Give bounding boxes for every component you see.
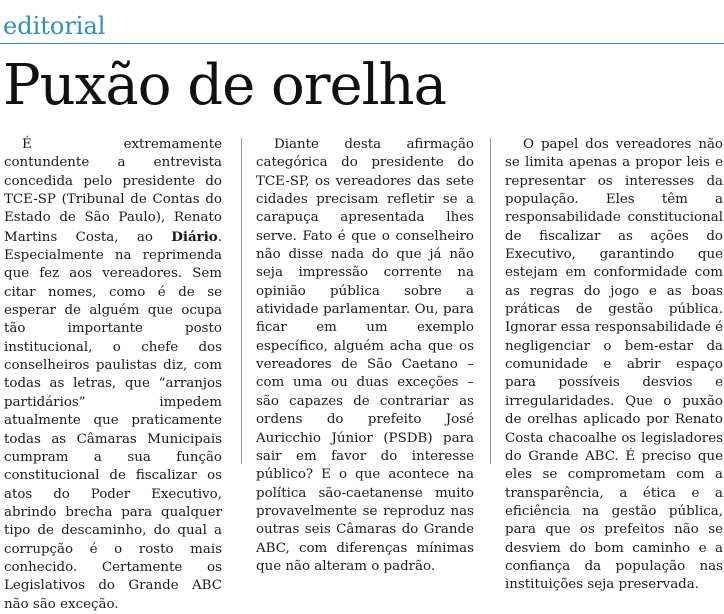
section-divider — [0, 43, 724, 44]
column-3-text: O papel dos vereadores não se limita apenas a propor leis e representar os interesses da população. Eles têm a responsabilidade constitucional de fiscalizar as ações do Executivo, garantindo que estejam em conformidade com as regras do jogo e as boas práticas de gestão pública. Ignorar essa responsabilidade é negligenciar o bem-estar da comunidade e abrir espaço para possíveis desvios e irregularidades. Que o puxão de orelhas aplicado por Renato Costa chacoalhe os legisladores do Grande ABC. É preciso que eles se comprometam com a transparência, a ética e a eficiência na gestão pública, para que os prefeitos não se desviem do bom caminho e a confiança da população nas instituições seja preservada. — [505, 137, 723, 593]
column-1-text-start: É extremamente contundente a entrevista concedida pelo presidente do TCE-SP (Tribunal de Contas do Estado de São Paulo), Renato Martins Costa, ao — [4, 137, 222, 245]
article-column-1 — [4, 136, 222, 614]
article-column-2 — [256, 136, 474, 576]
headline: Puxão de orelha — [3, 53, 447, 118]
column-divider-1 — [241, 138, 242, 464]
column-divider-2 — [490, 138, 491, 464]
column-2-text: Diante desta afirmação categórica do presidente do TCE-SP, os vereadores das sete cidades precisam refletir se a carapuça apresentada lhes serve. Fato é que o conselheiro não disse nada do que já não seja impressão corrente na opinião pública sobre a atividade parlamentar. Ou, para ficar em um exemplo específico, alguém acha que os vereadores de São Caetano – com uma ou duas exceções – são capazes de contrariar as ordens do prefeito José Auricchio Júnior (PSDB) para sair em favor do interesse público? E o que acontece na política são-caetanense muito provavelmente se reproduz nas outras seis Câmaras do Grande ABC, com diferenças mínimas que não alteram o padrão. — [256, 137, 474, 574]
article-column-3 — [505, 136, 723, 595]
newspaper-name: Diário — [171, 228, 218, 245]
section-label: editorial — [3, 12, 106, 40]
column-1-text-end: . Especialmente na reprimenda que fez aos vereadores. Sem citar nomes, como é de se esperar de alguém que ocupa tão importante posto institucional, o chefe dos conselheiros paulistas diz, com todas as letras, que “arranjos partidários” impedem atualmente que praticamente todas as Câmaras Municipais cumpram a sua função constitucional de fiscalizar os atos do Poder Executivo, abrindo brecha para qualquer tipo de descaminho, do qual a corrupção é o rosto mais conhecido. Certamente os Legislativos do Grande ABC não são exceção. — [4, 229, 222, 612]
